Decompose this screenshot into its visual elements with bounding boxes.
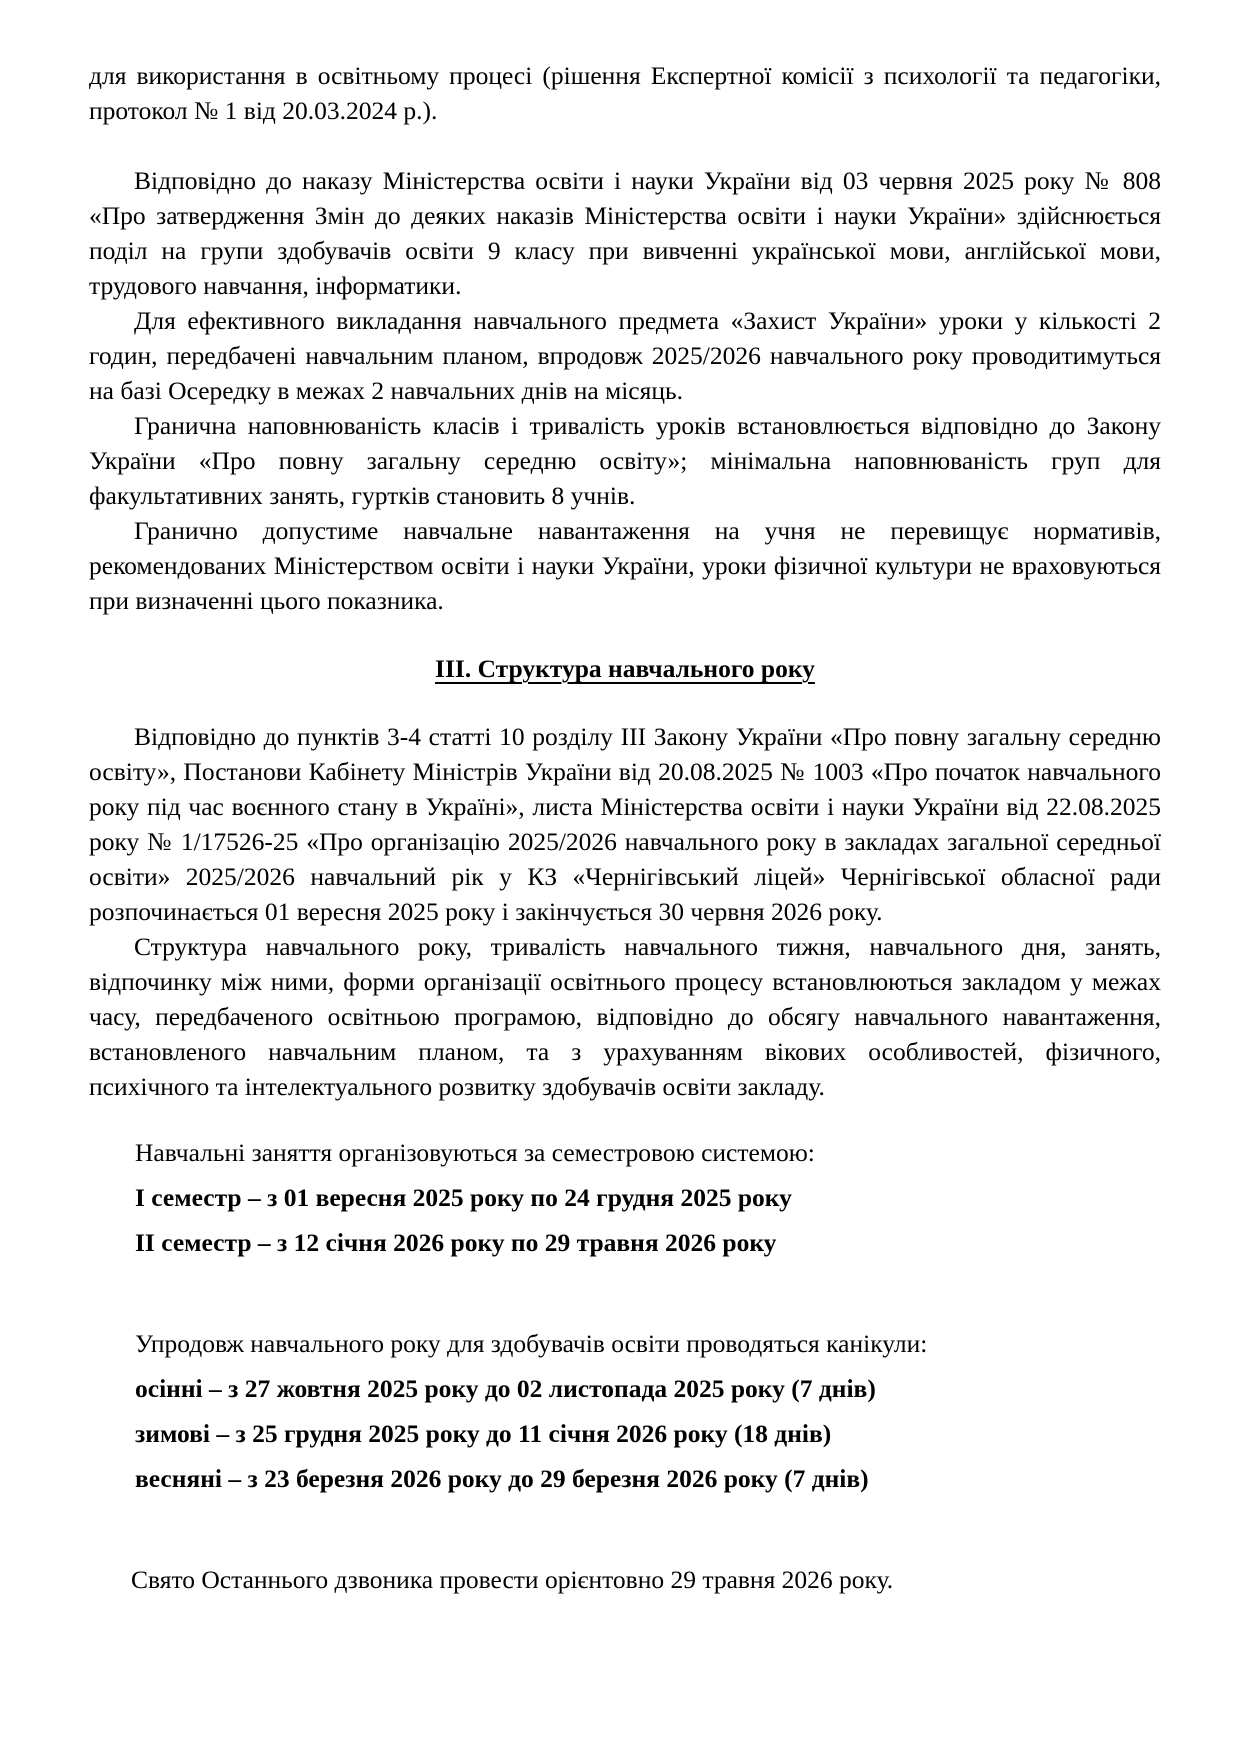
paragraph-year-structure: Структура навчального року, тривалість навчального тижня, навчального дня, занять, відпочинку між ними, форми організації освітнього процесу встановлюються закладом у межах часу, передбаченого освітньою програмою, відповідно до обсягу навчального навантаження, встановленого навчальним планом, та з урахуванням вікових особливостей, фізичного, психічного та інтелектуального розвитку здобувачів освіти закладу. [89,932,1161,1101]
paragraph-defense-of-ukraine: Для ефективного викладання навчального предмета «Захист України» уроки у кількості 2 годин, передбачені навчальним планом, впродовж 2025/2026 навчального року проводитимуться на базі Осередку в межах 2 навчальних днів на місяць. [89,306,1161,405]
semester-1: І семестр – з 01 вересня 2025 року по 24 грудня 2025 року [135,1183,792,1212]
paragraph-class-size: Гранична наповнюваність класів і тривалість уроків встановлюється відповідно до Закону України «Про повну загальну середню освіту»; мінімальна наповнюваність груп для факультативних занять, гуртків становить 8 учнів. [89,411,1161,510]
holiday-spring: весняні – з 23 березня 2026 року до 29 березня 2026 року (7 днів) [135,1464,869,1493]
section-heading: ІІІ. Структура навчального року [435,654,815,683]
holiday-winter: зимові – з 25 грудня 2025 року до 11 січня 2026 року (18 днів) [135,1419,832,1448]
semester-intro: Навчальні заняття організовуються за семестровою системою: [135,1138,815,1167]
paragraph-workload: Гранично допустиме навчальне навантаження на учня не перевищує нормативів, рекомендованих Міністерством освіти і науки України, уроки фізичної культури не враховуються при визначенні цього показника. [89,516,1161,615]
holiday-autumn: осінні – з 27 жовтня 2025 року до 02 листопада 2025 року (7 днів) [135,1374,876,1403]
semester-2: ІІ семестр – з 12 січня 2026 року по 29 травня 2026 року [135,1228,777,1257]
holidays-intro: Упродовж навчального року для здобувачів освіти проводяться канікули: [135,1329,928,1358]
last-bell-note: Свято Останнього дзвоника провести орієнтовно 29 травня 2026 року. [131,1565,894,1594]
document-page [89,58,1161,1597]
intro-paragraph: для використання в освітньому процесі (рішення Експертної комісії з психології та педагогіки, протокол № 1 від 20.03.2024 р.). [89,61,1161,125]
paragraph-school-year-dates: Відповідно до пунктів 3-4 статті 10 розділу ІІІ Закону України «Про повну загальну середню освіту», Постанови Кабінету Міністрів України від 20.08.2025 № 1003 «Про початок навчального року під час воєнного стану в Україні», листа Міністерства освіти і науки України від 22.08.2025 року № 1/17526-25 «Про організацію 2025/2026 навчального року в закладах загальної середньої освіти» 2025/2026 навчальний рік у КЗ «Чернігівський ліцей» Чернігівської обласної ради розпочинається 01 вересня 2025 року і закінчується 30 червня 2026 року. [89,722,1161,926]
paragraph-group-division: Відповідно до наказу Міністерства освіти і науки України від 03 червня 2025 року № 808 «Про затвердження Змін до деяких наказів Міністерства освіти і науки України» здійснюється поділ на групи здобувачів освіти 9 класу при вивченні української мови, англійської мови, трудового навчання, інформатики. [89,166,1161,300]
